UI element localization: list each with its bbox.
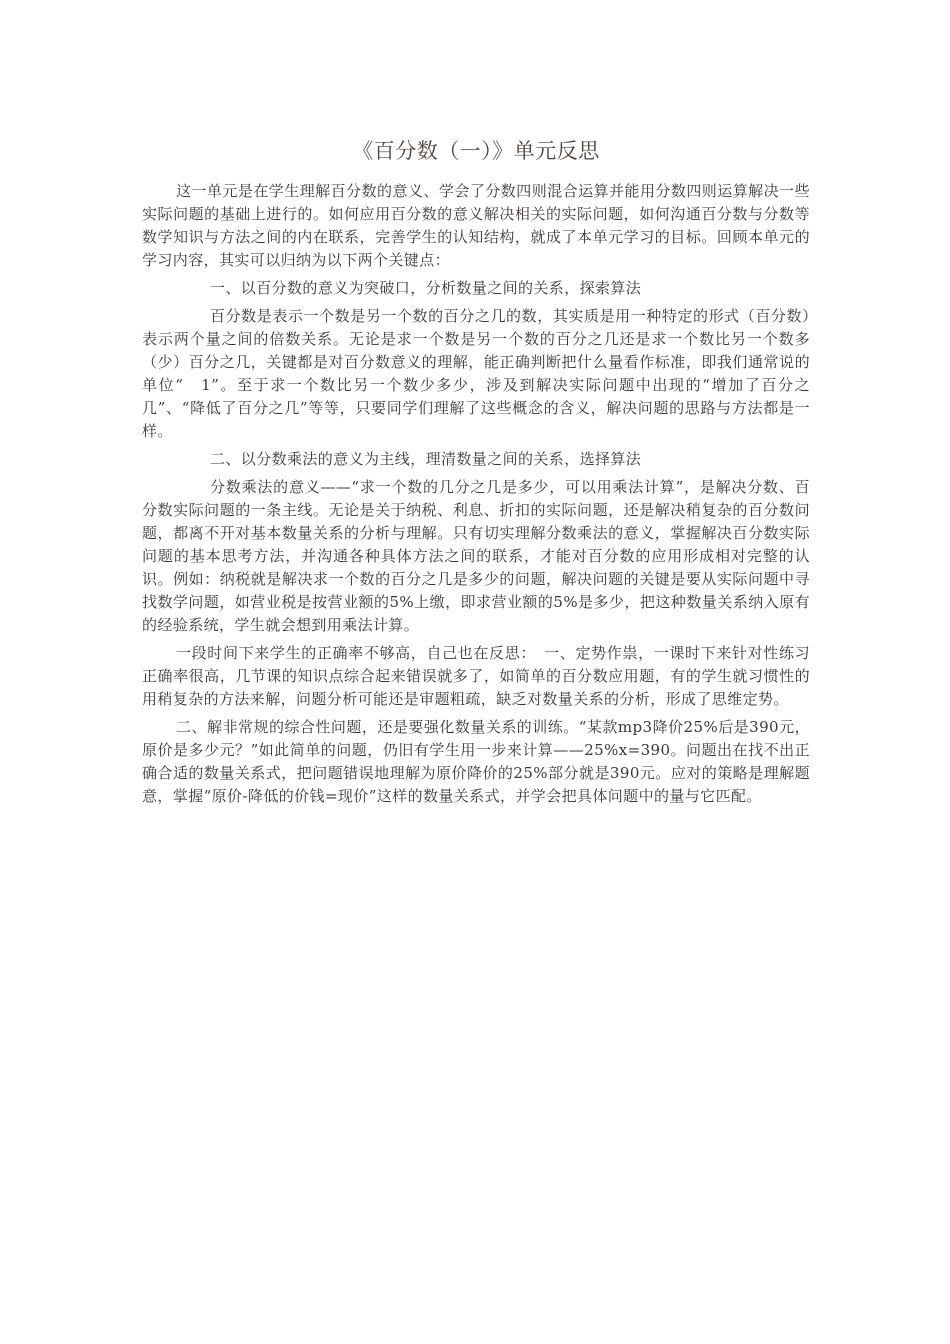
document-page: [142, 128, 810, 813]
paragraph-section-2-body: 分数乘法的意义——“求一个数的几分之几是多少，可以用乘法计算”，是解决分数、百分数实际问题的一条主线。无论是关于纳税、利息、折扣的实际问题，还是解决稍复杂的百分数问题，都离不开对基本数量关系的分析与理解。只有切实理解分数乘法的意义，掌握解决百分数实际问题的基本思考方法，并沟通各种具体方法之间的联系，才能对百分数的应用形成相对完整的认识。例如：纳税就是解决求一个数的百分之几是多少的问题，解决问题的关键是要从实际问题中寻找数学问题，如营业税是按营业额的5%上缴，即求营业额的5%是多少，把这种数量关系纳入原有的经验系统，学生就会想到用乘法计算。: [142, 478, 810, 634]
section-heading-1: 一、以百分数的意义为突破口，分析数量之间的关系，探索算法: [210, 279, 642, 297]
paragraph-section-1-body: 百分数是表示一个数是另一个数的百分之几的数，其实质是用一种特定的形式（百分数）表示两个量之间的倍数关系。无论是求一个数是另一个数的百分之几还是求一个数比另一个数多（少）百分之几，关键都是对百分数意义的理解，能正确判断把什么量看作标准，即我们通常说的单位“ 1”。至于求一个数比另一个数少多少，涉及到解决实际问题中出现的“增加了百分之几”、“降低了百分之几”等等，只要同学们理解了这些概念的含义，解决问题的思路与方法都是一样。: [142, 307, 810, 440]
paragraph-reflection-2: 二、解非常规的综合性问题，还是要强化数量关系的训练。“某款mp3降价25%后是390元，原价是多少元？”如此简单的问题，仍旧有学生用一步来计算——25%x=390。问题出在找不出正确合适的数量关系式，把问题错误地理解为原价降价的25%部分就是390元。应对的策略是理解题意，掌握“原价-降低的价钱=现价”这样的数量关系式，并学会把具体问题中的量与它匹配。: [142, 718, 810, 805]
paragraph-reflection-1: 一段时间下来学生的正确率不够高，自己也在反思： 一、定势作祟，一课时下来针对性练习正确率很高，几节课的知识点综合起来错误就多了，如简单的百分数应用题，有的学生就习惯性的用稍复杂的方法来解，问题分析可能还是审题粗疏，缺乏对数量关系的分析，形成了思维定势。: [142, 644, 810, 708]
document-title: 《百分数（一）》单元反思: [352, 139, 600, 163]
section-heading-2: 二、以分数乘法的意义为主线，理清数量之间的关系，选择算法: [210, 450, 642, 468]
paragraph-intro: 这一单元是在学生理解百分数的意义、学会了分数四则混合运算并能用分数四则运算解决一些实际问题的基础上进行的。如何应用百分数的意义解决相关的实际问题，如何沟通百分数与分数等数学知识与方法之间的内在联系，完善学生的认知结构，就成了本单元学习的目标。回顾本单元的学习内容，其实可以归纳为以下两个关键点：: [142, 182, 810, 269]
